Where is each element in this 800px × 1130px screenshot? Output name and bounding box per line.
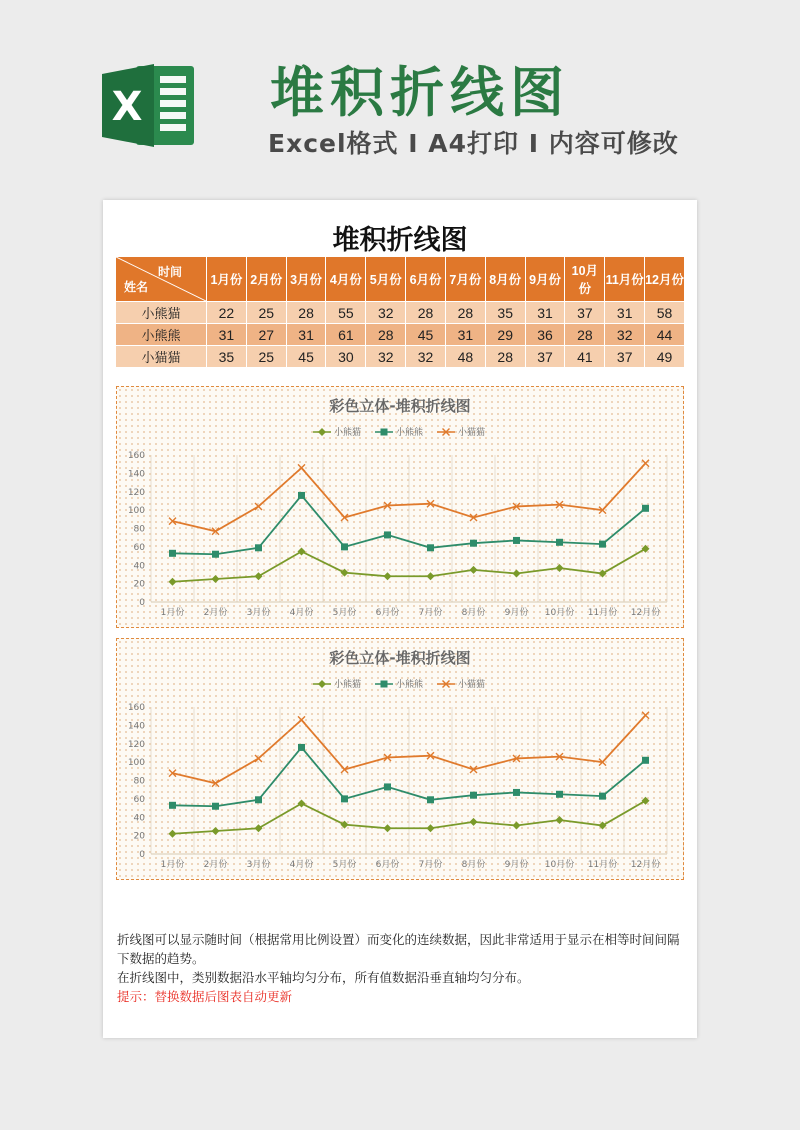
value-cell: 31 — [207, 324, 247, 346]
y-tick-label: 140 — [127, 721, 145, 732]
data-point — [341, 569, 349, 577]
data-point — [599, 793, 606, 800]
row-name-cell: 小熊猫 — [116, 302, 207, 324]
y-tick-label: 20 — [133, 579, 145, 590]
data-point — [427, 824, 435, 832]
data-point — [556, 564, 564, 572]
value-cell: 49 — [645, 346, 685, 368]
legend-label: 小熊猫 — [334, 680, 362, 690]
data-point — [255, 544, 262, 551]
y-tick-label: 40 — [133, 561, 145, 572]
data-point — [642, 712, 649, 719]
column-header: 2月份 — [246, 257, 286, 302]
y-tick-label: 60 — [133, 794, 145, 805]
data-point — [384, 824, 392, 832]
chart-2 — [116, 638, 684, 880]
chart-2-svg — [117, 639, 683, 879]
data-point — [427, 544, 434, 551]
value-cell: 36 — [525, 324, 565, 346]
table-row — [116, 346, 685, 368]
value-cell: 48 — [445, 346, 485, 368]
column-header: 9月份 — [525, 257, 565, 302]
value-cell: 28 — [406, 302, 446, 324]
x-tick-label: 7月份 — [418, 860, 443, 870]
document-title: 堆积折线图 — [332, 225, 468, 256]
column-header: 11月份 — [605, 257, 645, 302]
x-tick-label: 10月份 — [544, 608, 575, 618]
data-point — [169, 550, 176, 557]
column-header: 5月份 — [366, 257, 406, 302]
value-cell: 35 — [207, 346, 247, 368]
corner-name-label: 姓名 — [124, 280, 149, 294]
data-point — [642, 505, 649, 512]
x-tick-label: 6月份 — [375, 608, 400, 618]
data-point — [556, 816, 564, 824]
value-cell: 28 — [366, 324, 406, 346]
data-point — [384, 572, 392, 580]
value-cell: 28 — [565, 324, 605, 346]
y-tick-label: 0 — [139, 850, 145, 860]
y-tick-label: 60 — [133, 542, 145, 553]
y-tick-label: 120 — [127, 487, 145, 498]
chart-1 — [116, 386, 684, 628]
legend-label: 小熊熊 — [396, 428, 424, 438]
x-tick-label: 2月份 — [203, 608, 228, 618]
table-row — [116, 302, 685, 324]
legend-marker — [318, 680, 326, 688]
data-point — [298, 464, 305, 471]
x-tick-label: 12月份 — [630, 860, 661, 870]
x-tick-label: 5月份 — [332, 860, 357, 870]
x-tick-label: 11月份 — [587, 608, 618, 618]
data-point — [513, 789, 520, 796]
value-cell: 25 — [246, 302, 286, 324]
value-cell: 45 — [406, 324, 446, 346]
value-cell: 55 — [326, 302, 366, 324]
table-corner-cell — [116, 257, 207, 302]
data-point — [169, 830, 177, 838]
data-point — [255, 572, 263, 580]
value-cell: 32 — [605, 324, 645, 346]
x-tick-label: 6月份 — [375, 860, 400, 870]
data-point — [212, 803, 219, 810]
data-point — [599, 541, 606, 548]
column-header: 10月份 — [565, 257, 605, 302]
legend-marker — [318, 428, 326, 436]
y-tick-label: 40 — [133, 813, 145, 824]
x-tick-label: 12月份 — [630, 608, 661, 618]
data-point — [212, 575, 220, 583]
column-header: 8月份 — [485, 257, 525, 302]
column-header: 7月份 — [445, 257, 485, 302]
value-cell: 27 — [246, 324, 286, 346]
page-header — [0, 0, 800, 190]
data-point — [513, 822, 521, 830]
data-point — [212, 551, 219, 558]
data-point — [298, 492, 305, 499]
data-point — [642, 460, 649, 467]
data-table — [115, 256, 685, 368]
value-cell: 31 — [605, 302, 645, 324]
data-point — [470, 540, 477, 547]
legend-label: 小猫猫 — [458, 680, 486, 690]
data-point — [642, 545, 650, 553]
value-cell: 28 — [286, 302, 326, 324]
x-tick-label: 10月份 — [544, 860, 575, 870]
value-cell: 30 — [326, 346, 366, 368]
data-point — [169, 802, 176, 809]
x-tick-label: 9月份 — [504, 608, 529, 618]
data-point — [599, 822, 607, 830]
y-tick-label: 140 — [127, 469, 145, 480]
column-header: 3月份 — [286, 257, 326, 302]
data-point — [427, 796, 434, 803]
value-cell: 31 — [445, 324, 485, 346]
data-point — [470, 566, 478, 574]
data-point — [470, 792, 477, 799]
x-tick-label: 9月份 — [504, 860, 529, 870]
data-point — [384, 531, 391, 538]
value-cell: 32 — [406, 346, 446, 368]
value-cell: 45 — [286, 346, 326, 368]
table-row — [116, 324, 685, 346]
data-point — [341, 795, 348, 802]
data-point — [298, 547, 306, 555]
page-title: 堆积折线图 — [270, 61, 570, 124]
value-cell: 31 — [525, 302, 565, 324]
document-page — [103, 200, 697, 1038]
x-tick-label: 1月份 — [160, 608, 185, 618]
y-tick-label: 160 — [127, 451, 145, 461]
data-point — [556, 791, 563, 798]
column-header: 12月份 — [645, 257, 685, 302]
x-tick-label: 11月份 — [587, 860, 618, 870]
x-tick-label: 4月份 — [289, 608, 314, 618]
value-cell: 31 — [286, 324, 326, 346]
value-cell: 41 — [565, 346, 605, 368]
value-cell: 32 — [366, 346, 406, 368]
y-tick-label: 80 — [133, 524, 145, 535]
column-header: 6月份 — [406, 257, 446, 302]
y-tick-label: 0 — [139, 598, 145, 608]
value-cell: 35 — [485, 302, 525, 324]
description-line-2: 在折线图中，类别数据沿水平轴均匀分布，所有值数据沿垂直轴均匀分布。 — [117, 970, 530, 985]
value-cell: 61 — [326, 324, 366, 346]
data-point — [384, 783, 391, 790]
x-tick-label: 7月份 — [418, 608, 443, 618]
value-cell: 37 — [565, 302, 605, 324]
data-point — [212, 827, 220, 835]
value-cell: 29 — [485, 324, 525, 346]
x-tick-label: 5月份 — [332, 608, 357, 618]
data-point — [513, 570, 521, 578]
x-tick-label: 8月份 — [461, 608, 486, 618]
data-point — [599, 570, 607, 578]
x-tick-label: 4月份 — [289, 860, 314, 870]
x-tick-label: 3月份 — [246, 860, 271, 870]
data-point — [255, 824, 263, 832]
table-header-row — [116, 257, 685, 302]
y-tick-label: 120 — [127, 739, 145, 750]
value-cell: 58 — [645, 302, 685, 324]
data-point — [169, 578, 177, 586]
data-point — [298, 744, 305, 751]
chart-1-svg — [117, 387, 683, 627]
data-point — [298, 799, 306, 807]
row-name-cell: 小猫猫 — [116, 346, 207, 368]
data-point — [427, 572, 435, 580]
value-cell: 25 — [246, 346, 286, 368]
chart-title: 彩色立体-堆积折线图 — [329, 649, 471, 667]
value-cell: 44 — [645, 324, 685, 346]
y-tick-label: 160 — [127, 703, 145, 713]
y-tick-label: 100 — [127, 758, 145, 769]
excel-logo-icon — [100, 58, 200, 153]
data-point — [556, 539, 563, 546]
y-tick-label: 20 — [133, 831, 145, 842]
data-point — [341, 821, 349, 829]
data-point — [470, 818, 478, 826]
description-tip: 提示：替换数据后图表自动更新 — [117, 989, 293, 1004]
data-point — [642, 797, 650, 805]
legend-marker — [381, 429, 388, 436]
data-point — [513, 537, 520, 544]
description-line-1: 折线图可以显示随时间（根据常用比例设置）而变化的连续数据，因此非常适用于显示在相等时间间隔下数据的趋势。 — [117, 932, 680, 966]
data-point — [255, 503, 262, 510]
table-body — [116, 302, 685, 368]
legend-label: 小熊猫 — [334, 428, 362, 438]
y-tick-label: 80 — [133, 776, 145, 787]
chart-title: 彩色立体-堆积折线图 — [329, 397, 471, 415]
data-point — [341, 543, 348, 550]
x-tick-label: 8月份 — [461, 860, 486, 870]
logo-letter: X — [111, 84, 143, 130]
value-cell: 32 — [366, 302, 406, 324]
value-cell: 28 — [485, 346, 525, 368]
page-subtitle: Excel格式 I A4打印 I 内容可修改 — [268, 129, 679, 158]
legend-label: 小猫猫 — [458, 428, 486, 438]
legend-label: 小熊熊 — [396, 680, 424, 690]
data-point — [255, 755, 262, 762]
value-cell: 37 — [525, 346, 565, 368]
x-tick-label: 3月份 — [246, 608, 271, 618]
value-cell: 22 — [207, 302, 247, 324]
data-point — [298, 716, 305, 723]
value-cell: 37 — [605, 346, 645, 368]
data-point — [642, 757, 649, 764]
row-name-cell: 小熊熊 — [116, 324, 207, 346]
data-point — [255, 796, 262, 803]
y-tick-label: 100 — [127, 506, 145, 517]
column-header: 4月份 — [326, 257, 366, 302]
column-header: 1月份 — [207, 257, 247, 302]
description — [117, 930, 683, 1006]
x-tick-label: 1月份 — [160, 860, 185, 870]
corner-time-label: 时间 — [157, 265, 182, 279]
x-tick-label: 2月份 — [203, 860, 228, 870]
legend-marker — [381, 681, 388, 688]
value-cell: 28 — [445, 302, 485, 324]
